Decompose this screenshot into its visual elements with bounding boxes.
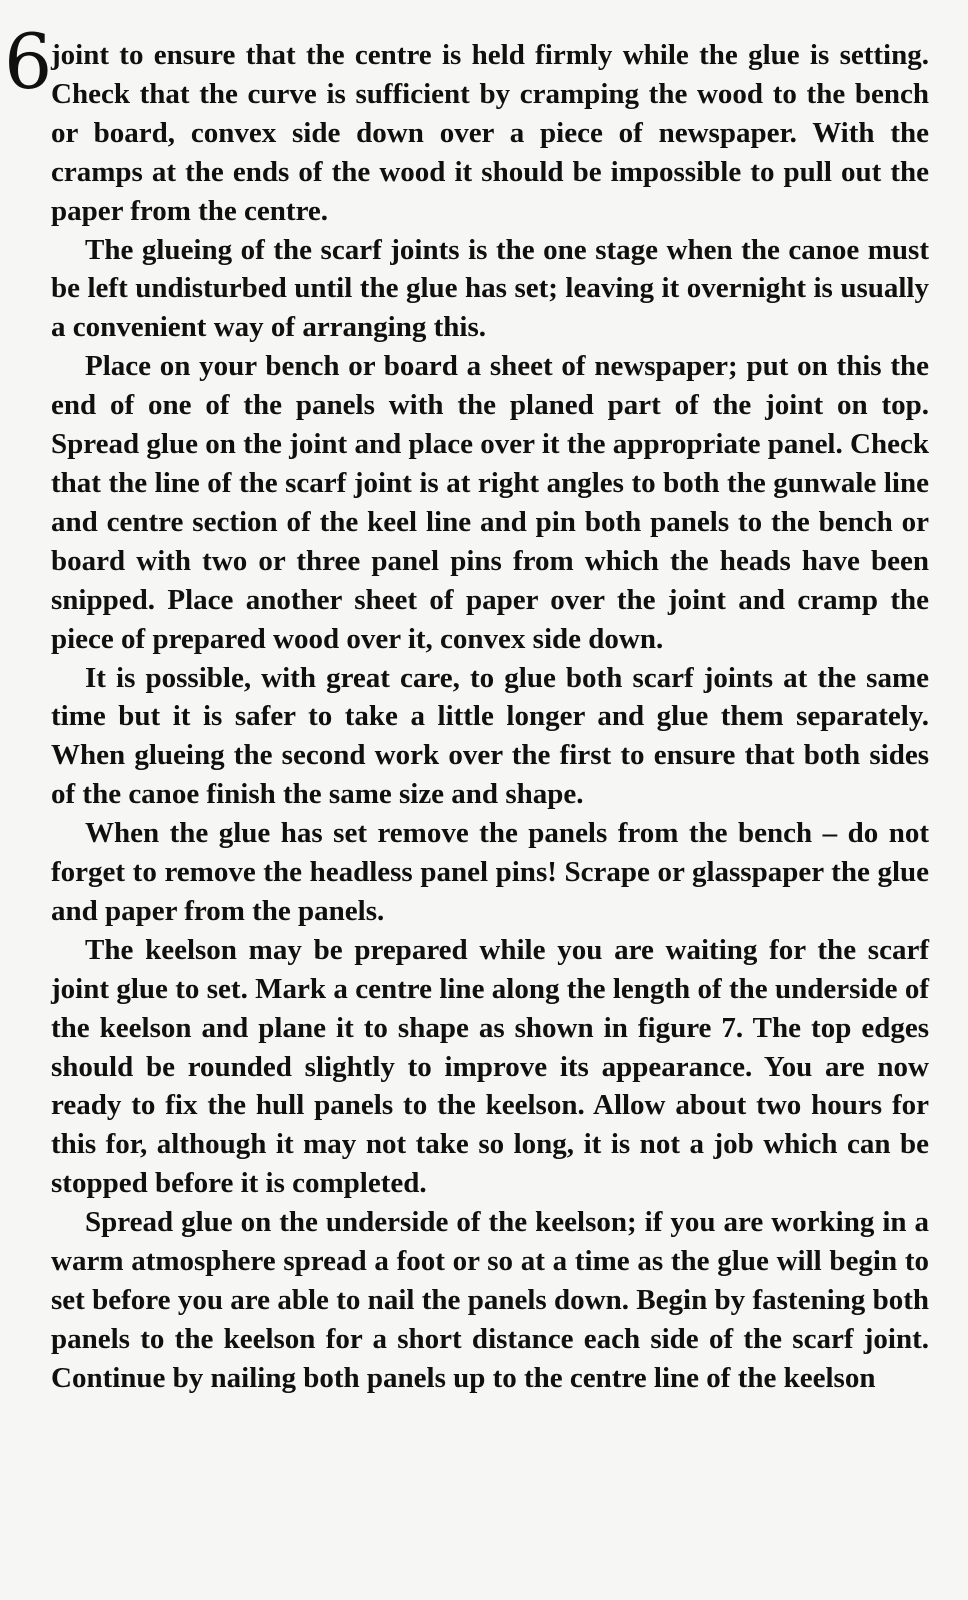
paragraph-1: joint to ensure that the centre is held firmly while the glue is setting. Check that the curve is sufficient by cramping the wood to the bench or board, convex side down over a piece of newspaper. With the cramps at the ends of the wood it should be impossible to pull out the paper from the centre.: [51, 39, 929, 227]
page-number: 6: [4, 17, 53, 106]
paragraph-5: When the glue has set remove the panels from the bench – do not forget to remove the headless panel pins! Scrape or glasspaper the glue and paper from the panels.: [51, 817, 929, 927]
paragraph-3: Place on your bench or board a sheet of newspaper; put on this the end of one of the panels with the planed part of the joint on top. Spread glue on the joint and place over it the appropriate panel. Check that the line of the scarf joint is at right angles to both the gunwale line and centre section of the keel line and pin both panels to the bench or board with two or three panel pins from which the heads have been snipped. Place another sheet of paper over the joint and cramp the piece of prepared wood over it, convex side down.: [51, 350, 929, 655]
body-text: [51, 36, 929, 1398]
paragraph-4: It is possible, with great care, to glue both scarf joints at the same time but it is safer to take a little longer and glue them separately. When glueing the second work over the first to ensure that both sides of the canoe finish the same size and shape.: [51, 661, 929, 811]
paragraph-2: The glueing of the scarf joints is the one stage when the canoe must be left undisturbed until the glue has set; leaving it overnight is usually a convenient way of arranging this.: [51, 233, 929, 344]
paragraph-6: The keelson may be prepared while you are waiting for the scarf joint glue to set. Mark a centre line along the length of the underside of the keelson and plane it to shape as shown in figure 7. The top edges should be rounded slightly to improve its appearance. You are now ready to fix the hull panels to the keelson. Allow about two hours for this for, although it may not take so long, it is not a job which can be stopped before it is completed.: [51, 933, 929, 1200]
paragraph-7: Spread glue on the underside of the keelson; if you are working in a warm atmosphere spread a foot or so at a time as the glue will begin to set before you are able to nail the panels down. Begin by fastening both panels to the keelson for a short distance each side of the scarf joint. Continue by nailing both panels up to the centre line of the keelson: [51, 1206, 929, 1394]
